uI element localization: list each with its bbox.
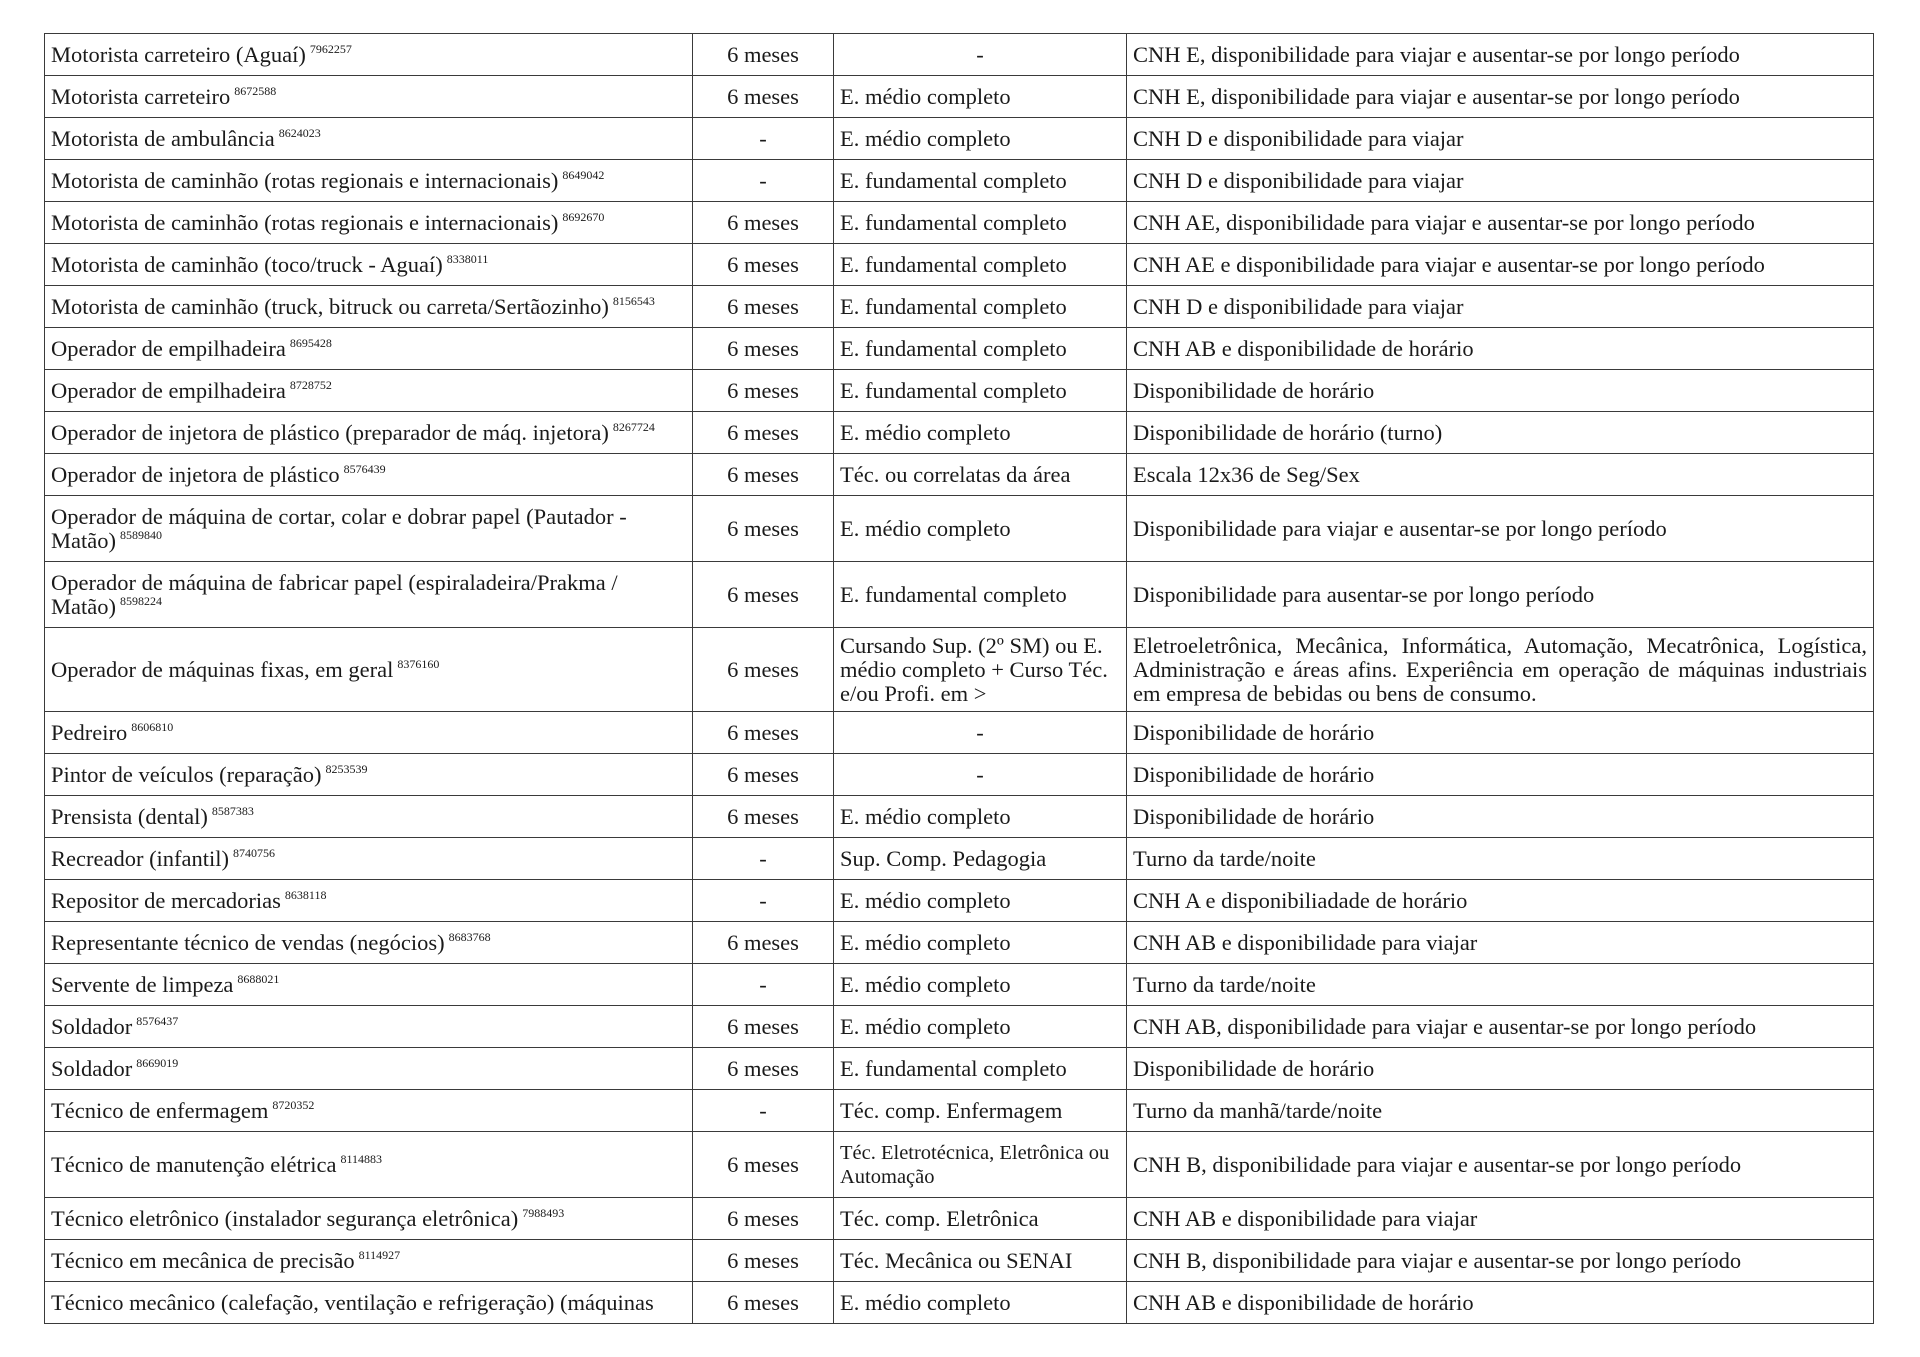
requirements-cell: Disponibilidade para viajar e ausentar-se por longo período: [1127, 496, 1874, 562]
education-cell: E. médio completo: [834, 118, 1127, 160]
experience-cell: 6 meses: [693, 328, 834, 370]
requirements-cell: Turno da manhã/tarde/noite: [1127, 1090, 1874, 1132]
table-row: [45, 370, 1874, 412]
job-title: Motorista carreteiro (Aguaí): [51, 41, 306, 67]
education-cell: E. fundamental completo: [834, 370, 1127, 412]
job-code: 8576437: [136, 1013, 179, 1028]
education-cell: Téc. Eletrotécnica, Eletrônica ou Automação: [834, 1132, 1127, 1198]
job-title: Soldador: [51, 1055, 133, 1081]
table-row: [45, 244, 1874, 286]
experience-cell: 6 meses: [693, 1132, 834, 1198]
requirements-cell: CNH A e disponibiliadade de horário: [1127, 880, 1874, 922]
table-row: [45, 286, 1874, 328]
education-cell: -: [834, 754, 1127, 796]
table-row: [45, 328, 1874, 370]
education-cell: E. fundamental completo: [834, 328, 1127, 370]
experience-cell: -: [693, 964, 834, 1006]
table-row: [45, 412, 1874, 454]
job-code: 8376160: [397, 656, 440, 671]
job-title-cell: [45, 412, 693, 454]
job-title: Motorista de caminhão (rotas regionais e internacionais): [51, 209, 559, 235]
job-title: Motorista de caminhão (truck, bitruck ou carreta/Sertãozinho): [51, 293, 609, 319]
education-cell: E. fundamental completo: [834, 202, 1127, 244]
requirements-cell: CNH D e disponibilidade para viajar: [1127, 286, 1874, 328]
requirements-cell: Disponibilidade de horário (turno): [1127, 412, 1874, 454]
requirements-cell: CNH AB e disponibilidade de horário: [1127, 1282, 1874, 1324]
requirements-cell: Disponibilidade de horário: [1127, 1048, 1874, 1090]
requirements-cell: CNH D e disponibilidade para viajar: [1127, 160, 1874, 202]
job-title-cell: [45, 328, 693, 370]
requirements-cell: CNH AB e disponibilidade para viajar: [1127, 1198, 1874, 1240]
experience-cell: 6 meses: [693, 712, 834, 754]
requirements-cell: CNH B, disponibilidade para viajar e ausentar-se por longo período: [1127, 1240, 1874, 1282]
table-row: [45, 880, 1874, 922]
table-row: [45, 202, 1874, 244]
job-title: Motorista carreteiro: [51, 83, 231, 109]
job-title: Operador de injetora de plástico (preparador de máq. injetora): [51, 419, 609, 445]
job-code: 8606810: [131, 719, 174, 734]
table-row: [45, 496, 1874, 562]
education-cell: E. médio completo: [834, 796, 1127, 838]
job-openings-table: [44, 33, 1874, 1324]
job-code: 7962257: [309, 41, 352, 56]
table-row: [45, 562, 1874, 628]
job-title-cell: [45, 496, 693, 562]
job-code: 8114927: [358, 1247, 401, 1262]
requirements-cell: Turno da tarde/noite: [1127, 838, 1874, 880]
job-code: 8672588: [234, 83, 277, 98]
requirements-cell: CNH AE, disponibilidade para viajar e ausentar-se por longo período: [1127, 202, 1874, 244]
job-title-cell: [45, 1048, 693, 1090]
job-title-cell: [45, 1282, 693, 1324]
requirements-cell: Disponibilidade para ausentar-se por longo período: [1127, 562, 1874, 628]
education-cell: Téc. ou correlatas da área: [834, 454, 1127, 496]
table-row: [45, 454, 1874, 496]
table-row: [45, 1006, 1874, 1048]
education-cell: E. médio completo: [834, 922, 1127, 964]
table-row: [45, 922, 1874, 964]
job-code: 8683768: [448, 929, 491, 944]
job-title: Técnico de enfermagem: [51, 1097, 269, 1123]
experience-cell: -: [693, 838, 834, 880]
job-title-cell: [45, 454, 693, 496]
job-code: 8692670: [562, 209, 605, 224]
experience-cell: 6 meses: [693, 1048, 834, 1090]
table-row: [45, 118, 1874, 160]
job-code: 8740756: [233, 845, 276, 860]
job-title-cell: [45, 286, 693, 328]
requirements-cell: Disponibilidade de horário: [1127, 712, 1874, 754]
job-code: 8587383: [211, 803, 254, 818]
education-cell: E. fundamental completo: [834, 244, 1127, 286]
experience-cell: -: [693, 118, 834, 160]
education-cell: E. fundamental completo: [834, 286, 1127, 328]
experience-cell: 6 meses: [693, 628, 834, 712]
experience-cell: 6 meses: [693, 922, 834, 964]
job-title: Pedreiro: [51, 719, 128, 745]
requirements-cell: Disponibilidade de horário: [1127, 754, 1874, 796]
job-title-cell: [45, 1132, 693, 1198]
job-title: Operador de máquinas fixas, em geral: [51, 656, 394, 682]
job-title: Motorista de ambulância: [51, 125, 275, 151]
job-code: 8638118: [284, 887, 327, 902]
education-cell: E. fundamental completo: [834, 1048, 1127, 1090]
experience-cell: 6 meses: [693, 34, 834, 76]
job-title: Operador de máquina de cortar, colar e dobrar papel (Pautador - Matão): [51, 503, 627, 553]
job-title-cell: [45, 1198, 693, 1240]
experience-cell: 6 meses: [693, 754, 834, 796]
experience-cell: -: [693, 1090, 834, 1132]
education-cell: Téc. comp. Eletrônica: [834, 1198, 1127, 1240]
education-cell: E. fundamental completo: [834, 160, 1127, 202]
table-row: [45, 1132, 1874, 1198]
experience-cell: -: [693, 160, 834, 202]
education-cell: E. médio completo: [834, 1282, 1127, 1324]
education-cell: Sup. Comp. Pedagogia: [834, 838, 1127, 880]
job-title-cell: [45, 1090, 693, 1132]
job-code: 7988493: [522, 1205, 565, 1220]
experience-cell: 6 meses: [693, 796, 834, 838]
job-title: Técnico eletrônico (instalador segurança eletrônica): [51, 1205, 519, 1231]
job-title-cell: [45, 838, 693, 880]
experience-cell: 6 meses: [693, 496, 834, 562]
requirements-cell: CNH AB e disponibilidade de horário: [1127, 328, 1874, 370]
job-code: 8624023: [278, 125, 321, 140]
experience-cell: -: [693, 880, 834, 922]
job-title-cell: [45, 712, 693, 754]
education-cell: E. médio completo: [834, 1006, 1127, 1048]
job-title: Motorista de caminhão (toco/truck - Aguaí): [51, 251, 443, 277]
table-row: [45, 76, 1874, 118]
job-title: Técnico em mecânica de precisão: [51, 1247, 355, 1273]
table-row: [45, 796, 1874, 838]
education-cell: Téc. Mecânica ou SENAI: [834, 1240, 1127, 1282]
job-title-cell: [45, 628, 693, 712]
table-row: [45, 964, 1874, 1006]
table-row: [45, 1240, 1874, 1282]
job-title: Soldador: [51, 1013, 133, 1039]
requirements-cell: Escala 12x36 de Seg/Sex: [1127, 454, 1874, 496]
education-cell: E. médio completo: [834, 880, 1127, 922]
experience-cell: 6 meses: [693, 76, 834, 118]
job-title-cell: [45, 76, 693, 118]
job-code: 8114883: [340, 1151, 383, 1166]
table-row: [45, 34, 1874, 76]
table-row: [45, 160, 1874, 202]
requirements-cell: CNH E, disponibilidade para viajar e ausentar-se por longo período: [1127, 76, 1874, 118]
requirements-cell: CNH D e disponibilidade para viajar: [1127, 118, 1874, 160]
education-cell: Téc. comp. Enfermagem: [834, 1090, 1127, 1132]
job-code: 8598224: [119, 593, 162, 608]
requirements-cell: Turno da tarde/noite: [1127, 964, 1874, 1006]
experience-cell: 6 meses: [693, 244, 834, 286]
job-title: Operador de injetora de plástico: [51, 461, 340, 487]
job-title-cell: [45, 160, 693, 202]
education-cell: E. médio completo: [834, 76, 1127, 118]
requirements-cell: Disponibilidade de horário: [1127, 370, 1874, 412]
job-title: Operador de empilhadeira: [51, 377, 286, 403]
job-code: 8649042: [562, 167, 605, 182]
experience-cell: 6 meses: [693, 1198, 834, 1240]
job-code: 8695428: [289, 335, 332, 350]
experience-cell: 6 meses: [693, 286, 834, 328]
job-title-cell: [45, 754, 693, 796]
experience-cell: 6 meses: [693, 412, 834, 454]
job-title-cell: [45, 1006, 693, 1048]
job-code: 8267724: [612, 419, 655, 434]
job-title: Pintor de veículos (reparação): [51, 761, 322, 787]
job-title: Motorista de caminhão (rotas regionais e internacionais): [51, 167, 559, 193]
job-title: Prensista (dental): [51, 803, 208, 829]
education-cell: E. médio completo: [834, 496, 1127, 562]
job-code: 8338011: [446, 251, 489, 266]
job-code: 8669019: [136, 1055, 179, 1070]
education-cell: E. médio completo: [834, 964, 1127, 1006]
job-title-cell: [45, 922, 693, 964]
education-cell: Cursando Sup. (2º SM) ou E. médio completo + Curso Téc. e/ou Profi. em >: [834, 628, 1127, 712]
requirements-cell: Eletroeletrônica, Mecânica, Informática, Automação, Mecatrônica, Logística, Administração e áreas afins. Experiência em operação de máquinas industriais em empresa de bebidas ou bens de consumo.: [1127, 628, 1874, 712]
job-title: Operador de empilhadeira: [51, 335, 286, 361]
experience-cell: 6 meses: [693, 562, 834, 628]
job-title-cell: [45, 1240, 693, 1282]
job-code: 8576439: [343, 461, 386, 476]
job-title: Técnico de manutenção elétrica: [51, 1151, 337, 1177]
job-title: Operador de máquina de fabricar papel (espiraladeira/Prakma / Matão): [51, 569, 618, 619]
job-code: 8728752: [289, 377, 332, 392]
job-code: 8253539: [325, 761, 368, 776]
job-title: Representante técnico de vendas (negócios): [51, 929, 445, 955]
job-title-cell: [45, 118, 693, 160]
requirements-cell: CNH B, disponibilidade para viajar e ausentar-se por longo período: [1127, 1132, 1874, 1198]
job-title-cell: [45, 370, 693, 412]
job-title-cell: [45, 202, 693, 244]
table-row: [45, 1282, 1874, 1324]
table-row: [45, 1090, 1874, 1132]
job-title-cell: [45, 34, 693, 76]
job-code: 8156543: [612, 293, 655, 308]
experience-cell: 6 meses: [693, 1282, 834, 1324]
experience-cell: 6 meses: [693, 202, 834, 244]
table-row: [45, 1198, 1874, 1240]
job-title-cell: [45, 796, 693, 838]
table-row: [45, 838, 1874, 880]
table-row: [45, 754, 1874, 796]
job-title-cell: [45, 880, 693, 922]
job-title-cell: [45, 244, 693, 286]
job-title: Recreador (infantil): [51, 845, 230, 871]
job-code: 8589840: [119, 527, 162, 542]
experience-cell: 6 meses: [693, 370, 834, 412]
job-code: 8688021: [237, 971, 280, 986]
education-cell: E. médio completo: [834, 412, 1127, 454]
education-cell: -: [834, 34, 1127, 76]
table-row: [45, 712, 1874, 754]
job-title: Repositor de mercadorias: [51, 887, 281, 913]
requirements-cell: CNH AE e disponibilidade para viajar e ausentar-se por longo período: [1127, 244, 1874, 286]
requirements-cell: Disponibilidade de horário: [1127, 796, 1874, 838]
table-row: [45, 1048, 1874, 1090]
table-row: [45, 628, 1874, 712]
requirements-cell: CNH AB e disponibilidade para viajar: [1127, 922, 1874, 964]
experience-cell: 6 meses: [693, 1240, 834, 1282]
education-cell: E. fundamental completo: [834, 562, 1127, 628]
job-title-cell: [45, 964, 693, 1006]
experience-cell: 6 meses: [693, 454, 834, 496]
experience-cell: 6 meses: [693, 1006, 834, 1048]
job-code: 8720352: [272, 1097, 315, 1112]
job-title: Técnico mecânico (calefação, ventilação e refrigeração) (máquinas: [51, 1289, 654, 1315]
requirements-cell: CNH E, disponibilidade para viajar e ausentar-se por longo período: [1127, 34, 1874, 76]
job-title-cell: [45, 562, 693, 628]
requirements-cell: CNH AB, disponibilidade para viajar e ausentar-se por longo período: [1127, 1006, 1874, 1048]
job-title: Servente de limpeza: [51, 971, 234, 997]
education-cell: -: [834, 712, 1127, 754]
